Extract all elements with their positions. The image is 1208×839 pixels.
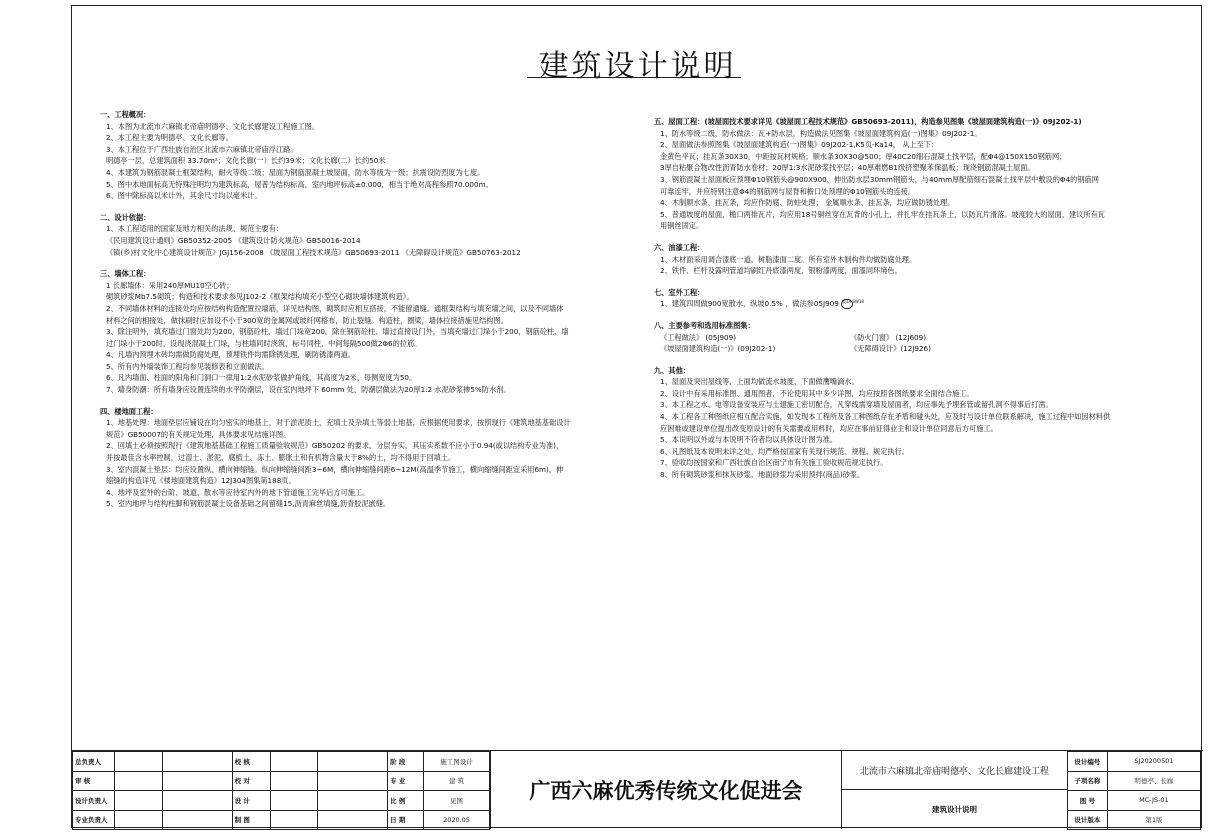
text-line: 6、图中除标高以米计外，其余尺寸均以毫米计。: [106, 191, 262, 201]
title-underline: [527, 77, 741, 78]
drawing-name: 建筑设计说明: [932, 805, 977, 814]
text-line: 1、建筑四周做900宽散水，纵坡0.5% ，做法参05J909 散1A SW18: [660, 299, 864, 309]
meta-row: [1068, 771, 1201, 791]
title-block-row: [73, 810, 490, 830]
text-line: 4、本工程各工种图纸应相互配合实施，如发现本工程所及各工种图纸存在矛盾和碰头处，应及时与设计单位联系解决，施工过程中如因材料供: [660, 412, 1111, 422]
text-line: 缩缝的构造详见《楼地面建筑构造》12J304图集第188页。: [106, 476, 296, 486]
title-block-cell: [318, 791, 388, 811]
text-line: 2、回填土必须按照现行《建筑地基基础工程施工质量验收规范》GB50202 的要求，分层夯实，其压实系数不应小于0.94(或以结构专业为准)，: [106, 441, 564, 451]
title-block-cell: [318, 752, 388, 772]
title-block-cell: 制 图: [232, 810, 270, 830]
text-line: 5、所有内外墙装饰工程均参见装修表和立面做法。: [106, 361, 269, 371]
text-line: 6、凡图纸及本说明未详之处，均严格按国家有关现行规范、规程、规定执行。: [660, 446, 909, 456]
text-line: 8、所有砌筑砂浆和抹灰砂浆，地面砂浆均采用预拌(商品)砂浆。: [660, 470, 865, 480]
title-block-cell: [318, 810, 388, 830]
title-block-cell: [270, 752, 318, 772]
project-block: [842, 751, 1067, 829]
text-line: 3、本工程之水、电等设备安装应与土建施工密切配合，凡穿线需穿墙及屋面者，均应事先予埋套管或留孔洞不得事后打凿。: [660, 400, 1053, 410]
section-heading: 五、屋面工程：(坡屋面技术要求详见《坡屋面工程技术规范》GB50693-2011)，构造参见图集《坡屋面建筑构造(一)》09J202-1): [654, 117, 1082, 126]
title-block-cell: [114, 810, 162, 830]
text-line: 2、屋面做法参照图集《坡屋面建筑构造(一)图集》09J202-1,K5页-Ka14， 从上至下：: [660, 140, 939, 150]
section-heading: 四、楼地面工程：: [100, 406, 158, 416]
title-block-cell: 设 计: [232, 791, 270, 811]
title-block-cell: 总负责人: [73, 752, 115, 772]
title-block-cell: [270, 771, 318, 791]
section: [654, 242, 1174, 277]
section-heading: 三、墙体工程：: [100, 269, 151, 279]
signature-table: [72, 751, 490, 830]
text-line: 材料之间的相接处，做抹刷时应加设不小于300宽的金属网或玻纤网格布，防止裂缝。构造柱，圈梁，墙体拉接措施见结构图。: [106, 315, 508, 325]
text-line: 2、设计中有采用标准图、通用图者，不论使用其中多少详图，均应按照各图纸要求全面结合施工。: [660, 388, 974, 398]
text-line: 3厚自粘聚合物改性沥青防水卷材；20厚1:3水泥砂浆找平层；40厚难燃B1级挤塑聚苯保温板；现浇钢筋混凝土屋面。: [660, 163, 1035, 173]
text-line: 2、铁件、栏杆及露明管道均刷红丹底漆两度，银粉漆两度，面漆同环境色。: [660, 266, 902, 276]
title-block-cell: 阶 段: [388, 752, 424, 772]
right-column: [654, 116, 1174, 481]
drawing-meta-table: [1067, 751, 1201, 830]
text-line: 2、不同墙体材料的连接处均应按结构构造配置拉墙筋，详见结构图，砌筑时应相互搭接，不能留通缝。通框架结构与填充墙之间，以及不同墙体: [106, 303, 564, 313]
text-line: 用铜丝固定。: [660, 221, 704, 231]
text-line: 金黄色平瓦；挂瓦条30X30，中距按瓦材规格；顺水条30X30@500；厚40C20细石混凝土找平层，配Φ4@150X150钢筋网；: [660, 151, 1067, 161]
reference-row: [654, 332, 1174, 344]
text-line: 1、屋面及突出屋线等，上面均做流水坡度，下面做鹰嘴滴水。: [660, 377, 859, 387]
section: [654, 320, 1174, 355]
section-heading: 八、主要参考和选用标准图集：: [654, 320, 755, 330]
text-line: 3、钢筋混凝土屋面板应预埋Φ10钢筋头@900X900，伸出防水层30mm钢筋头，与40mm厚配筋细石混凝土找平层中敷设的Φ4的钢筋网: [660, 174, 1099, 184]
text-line: 1、防水等级二级，防水做法：瓦+防水层，构造做法见图集《坡屋面建筑构造(一)图集》09J202-1。: [660, 128, 982, 138]
title-block-cell: 设计负责人: [73, 791, 115, 811]
text-line: 4、本建筑为钢筋混凝土框架结构，耐火等级二级；屋面为钢筋混凝土坡屋面，防水等级为一级；抗震设防烈度为七度。: [106, 167, 485, 177]
text-line: 1、地基处理：地面垫层应铺设在均匀密实的地基上，对于淤泥质土，充填土及杂填土等弱土地基，应根据使用要求，按照现行《建筑地基基础设计: [106, 418, 571, 428]
text-line: 1、本图为北流市六麻镇北帝庙明德亭、文化长廊建设工程施工图。: [106, 121, 320, 131]
title-block-cell: [270, 810, 318, 830]
title-block-cell: 见图: [424, 791, 490, 811]
reference-item: 《工程做法》 (05J909): [660, 332, 737, 342]
meta-label: 设计版本: [1068, 810, 1108, 830]
title-block-cell: [114, 752, 162, 772]
text-line: 2、本工程主要为明德亭、文化长廊等。: [106, 133, 233, 143]
text-line: 砌筑砂浆Mb7.5砌筑；构造和技术要求参见J102-2《框架结构填充小型空心砌块墙体建筑构造》。: [106, 292, 414, 302]
meta-row: [1068, 810, 1201, 830]
title-block-cell: [162, 810, 232, 830]
text-line: 规范》GB50007的有关规定处理，具体要求见结施详图。: [106, 429, 291, 439]
standard-stamp-icon: 散1A SW18: [841, 299, 853, 309]
organization-name: 广西六麻优秀传统文化促进会: [490, 751, 842, 829]
title-block-cell: [318, 771, 388, 791]
meta-row: [1068, 752, 1201, 772]
text-line: 应困难或建设单位提出改变原设计的有关需要或用料时，均应在事前征得业主和设计单位同意后方可施工。: [660, 423, 998, 433]
title-block: [72, 750, 1203, 828]
text-line: 《民用建筑设计通则》GB50352-2005 《建筑设计防火规范》GB50016-2014: [106, 235, 361, 245]
text-line: 7、验收均按国家和广西壮族自治区南宁市有关施工验收规范规定执行。: [660, 458, 888, 468]
text-line: 3、除注明外，填充墙过门窗处均为200，钢筋砼柱、墙过门垛宽200。除在钢筋砼柱、墙过直接设门外，当填充墙过门垛小于200，钢筋砼柱、墙: [106, 327, 569, 337]
section: [654, 365, 1174, 481]
reference-item: 《坡屋面建筑构造(一)》(09J202-1): [660, 344, 776, 354]
section-heading: 七、室外工程：: [654, 287, 705, 297]
meta-value: SJ20200501: [1107, 752, 1200, 772]
section: [100, 212, 635, 258]
section-heading: 九、其他：: [654, 365, 690, 375]
left-column: [100, 109, 635, 510]
title-block-cell: [114, 791, 162, 811]
drawing-frame: [71, 5, 1202, 828]
text-line: 《镇(乡)村文化中心建筑设计规范》JGJ156-2008 《坡屋面工程技术规范》GB50693-2011 《无障碍设计规范》GB50763-2012: [106, 247, 521, 257]
text-line: 过门垛小于200时，设现浇混凝土门垛，与柱墙同时浇筑，标号同柱，中间每隔500做2Φ6的拉筋。: [106, 338, 422, 348]
title-block-cell: 专 业: [388, 771, 424, 791]
title-block-cell: 比 例: [388, 791, 424, 811]
title-block-cell: 2020.05: [424, 810, 490, 830]
title-block-cell: 校 核: [232, 752, 270, 772]
text-line: 5、室内地坪与结构柱脚和钢筋混凝土设备基础之间留缝15,沥青麻丝填缝,沥青胶泥嵌缝。: [106, 499, 391, 509]
meta-value: 第1版: [1107, 810, 1200, 830]
title-block-cell: [162, 752, 232, 772]
section: [654, 116, 1174, 232]
title-block-row: [73, 791, 490, 811]
section-heading: 一、工程概况：: [100, 110, 151, 119]
text-line: 1、木材面采用调合漆底一道，树脂漆面二度。所有室外木制构件均做防腐处理。: [660, 254, 917, 264]
title-block-cell: [162, 771, 232, 791]
section-heading: 二、设计依据：: [100, 212, 151, 222]
meta-label: 图 号: [1068, 791, 1108, 811]
meta-label: 设计编号: [1068, 752, 1108, 772]
reference-row: [654, 343, 1174, 355]
meta-value: 明德亭、长廊: [1107, 771, 1200, 791]
text-line: 5、本说明以外或与本说明不符者均以具体设计图为准。: [660, 435, 838, 445]
text-line: 5、普通坡度的屋面，檐口两排瓦片，均应用18号铜丝穿在瓦背的小孔上，并扎牢在挂瓦条上，以防瓦片滑落。坡度较大的屋面，建议所有瓦: [660, 209, 1105, 219]
title-block-cell: 日 期: [388, 810, 424, 830]
title-block-cell: [162, 791, 232, 811]
text-line: 并按最佳含水率控制，过湿土、淤泥、腐植土、冻土、膨胀土和有机物含量大于8%的土，均不得用于回填土。: [106, 453, 456, 463]
reference-item: 《防火门窗》 (12J609): [850, 332, 927, 342]
text-line: 4、地坪及室外的台阶、坡道、散水等应待室内外的地下管道施工完毕后方可施工。: [106, 487, 370, 497]
title-block-cell: 施工图设计: [424, 752, 490, 772]
meta-value: MC-JS-01: [1107, 791, 1200, 811]
meta-label: 子项名称: [1068, 771, 1108, 791]
section: [100, 406, 635, 510]
text-line: 明德亭一层，总建筑面积 33.70m²；文化长廊(一）长约39米；文化长廊(二）长约50米: [106, 156, 386, 166]
project-name: 北流市六麻镇北帝庙明德亭、文化长廊建设工程: [842, 751, 1067, 790]
text-line: 3、室内混凝土垫层：均应设置纵、横向伸缩缝。纵向伸缩缝间距3~6M，横向伸缩缝间距6~12M(高温季节施工，横向缩缝间距宜采用6m)，伸: [106, 464, 564, 474]
meta-row: [1068, 791, 1201, 811]
reference-item: 《无障碍设计》(12J926): [850, 344, 931, 354]
title-block-row: [73, 771, 490, 791]
text-line: 6、凡内墙面、柱面的阳角和门洞口一律用1:2水泥砂浆做护角线，其高度为2米，每侧宽度为50。: [106, 373, 417, 383]
page-title: 建筑设计说明: [538, 49, 737, 84]
title-block-cell: [270, 791, 318, 811]
section-heading: 六、油漆工程：: [654, 242, 705, 252]
section: [100, 268, 635, 396]
section: [100, 109, 635, 202]
title-block-row: [73, 752, 490, 772]
title-block-cell: 审 核: [73, 771, 115, 791]
text-line: 4、木制顺水条、挂瓦条，均应作防腐、防蛀处理； 金属顺水条、挂瓦条，均应做防锈处理。: [660, 198, 955, 208]
section: [654, 287, 1174, 310]
text-line: 3、本工程位于广西壮族自治区北流市六麻镇北帝庙浮江路。: [106, 144, 298, 154]
title-block-cell: 专业负责人: [73, 810, 115, 830]
title-block-cell: 建 筑: [424, 771, 490, 791]
text-line: 1、本工程适用的国家及地方相关的法规、规范主要有：: [106, 224, 284, 234]
title-block-cell: 校 对: [232, 771, 270, 791]
text-line: 1 长廊墙体：采用240厚MU10空心砖；: [106, 280, 234, 290]
text-line: 4、凡墙内预埋木砖均需做防腐处理，预埋铁件均需除锈处理，刷防锈漆两道。: [106, 350, 355, 360]
text-line: 可靠连牢，并应特别注意Φ4的钢筋网与屋脊和檐口处预埋的Φ10钢筋头的连接。: [660, 186, 916, 196]
title-block-cell: [114, 771, 162, 791]
text-line: 7、墙身防潮：所有墙身应设置连续的水平防潮层，设在室内地坪下 60mm 处，防潮层做法为20厚1:2 水泥砂浆掺5%防水剂。: [106, 385, 511, 395]
text-line: 5、图中本地面标高无特殊注明均为建筑标高，屋普为结构标高，室内地坪标高±0.000，相当于绝对高程参照70.000m。: [106, 179, 493, 189]
